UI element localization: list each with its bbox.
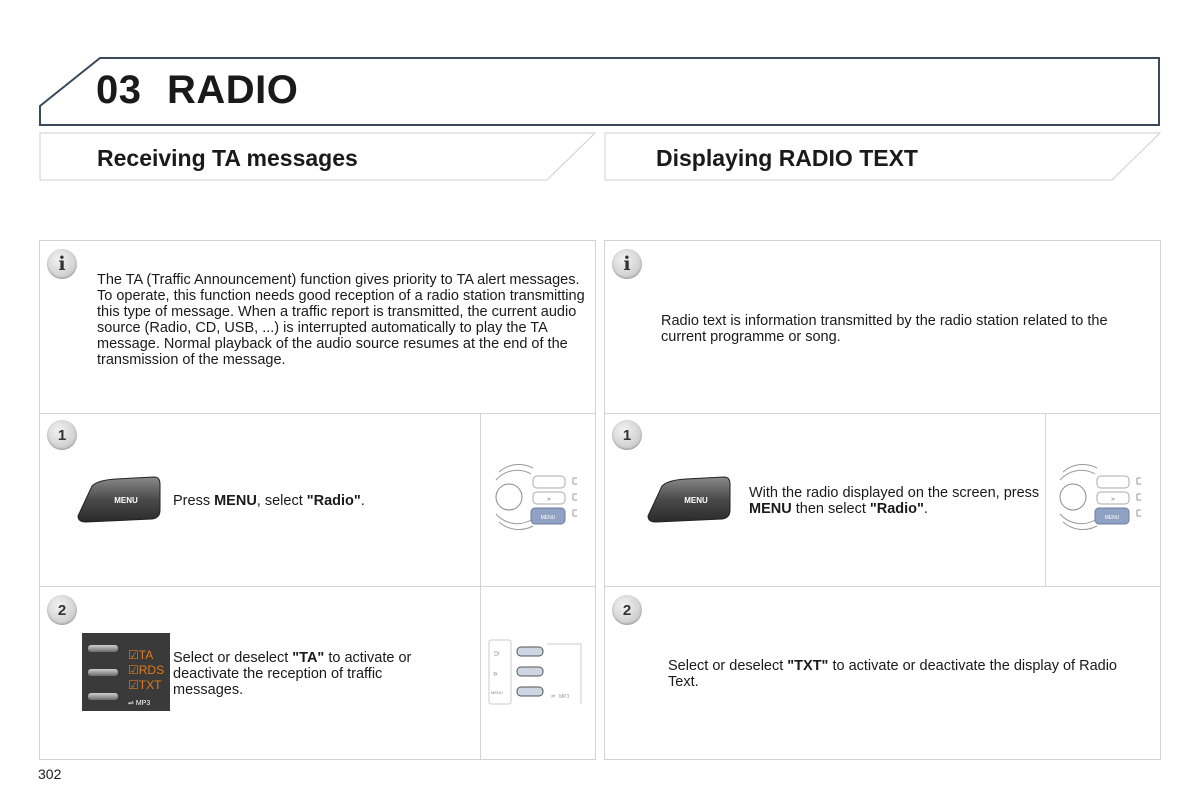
left-image-column-divider (480, 413, 481, 760)
screen-option-ta: ☑TA (128, 648, 154, 662)
step-2-badge: 2 (47, 595, 77, 625)
left-info-text: The TA (Traffic Announcement) function gives priority to TA alert messages. To operate, this function needs good reception of a radio station transmitting this type of message. When a traffic report is transmitted, the current audio source (Radio, CD, USB, ...) is interrupted automatically to play the TA message. Normal playback of the audio source resumes at the end of the transmission of the message. (97, 272, 585, 368)
right-divider-2 (604, 586, 1161, 587)
right-step-2-text: Select or deselect "TXT" to activate or deactivate the display of Radio Text. (668, 658, 1117, 690)
menu-button-label: MENU (684, 496, 708, 505)
menu-button-image (76, 476, 162, 524)
step-1-badge: 1 (47, 420, 77, 450)
usb-icon: ⇌ (128, 700, 136, 707)
svg-text:»: » (547, 496, 551, 503)
hardware-button (88, 669, 118, 676)
right-info-text: Radio text is information transmitted by the radio station related to the current programme or song. (661, 313, 1108, 345)
svg-text:MENU: MENU (1104, 515, 1120, 521)
left-divider-2 (39, 586, 596, 587)
left-section-heading: Receiving TA messages (97, 145, 358, 171)
right-section-heading: Displaying RADIO TEXT (656, 145, 918, 171)
screen-footer: ⇌ MP3 (128, 700, 151, 707)
screen-option-rds: ☑RDS (128, 663, 165, 677)
ta-settings-screen-image (82, 633, 170, 711)
right-divider-1 (604, 413, 1161, 414)
svg-text:»: » (1111, 496, 1115, 503)
svg-text:MENU: MENU (491, 690, 503, 695)
info-icon: i (47, 249, 77, 279)
side-buttons-diagram (487, 638, 585, 706)
chapter-number: 03 (96, 68, 142, 112)
menu-button-image (646, 476, 732, 524)
control-panel-diagram (1057, 462, 1147, 532)
left-divider-1 (39, 413, 596, 414)
svg-text:⇌: ⇌ (551, 694, 556, 700)
checkbox-checked-icon: ☑ (128, 648, 139, 662)
screen-option-txt: ☑TXT (128, 678, 162, 692)
step-1-badge: 1 (612, 420, 642, 450)
right-image-column-divider (1045, 413, 1046, 586)
checkbox-checked-icon: ☑ (128, 678, 139, 692)
hardware-button (88, 693, 118, 700)
step-2-badge: 2 (612, 595, 642, 625)
screen-option-list (128, 648, 164, 693)
chapter-title: RADIO (167, 68, 299, 112)
svg-text:MENU: MENU (540, 515, 556, 521)
control-panel-diagram (493, 462, 583, 532)
left-step-2-text: Select or deselect "TA" to activate or deactivate the reception of traffic messages. (173, 650, 412, 698)
right-step-1-text: With the radio displayed on the screen, press MENU then select "Radio". (749, 485, 1040, 517)
info-icon: i (612, 249, 642, 279)
svg-text:⊃: ⊃ (493, 649, 500, 658)
left-step-1-text: Press MENU, select "Radio". (173, 493, 365, 509)
menu-button-label: MENU (114, 496, 138, 505)
page-number: 302 (38, 766, 62, 782)
hardware-button (88, 645, 118, 652)
svg-text:MP3: MP3 (559, 694, 570, 700)
svg-text:»: » (493, 669, 498, 678)
checkbox-checked-icon: ☑ (128, 663, 139, 677)
